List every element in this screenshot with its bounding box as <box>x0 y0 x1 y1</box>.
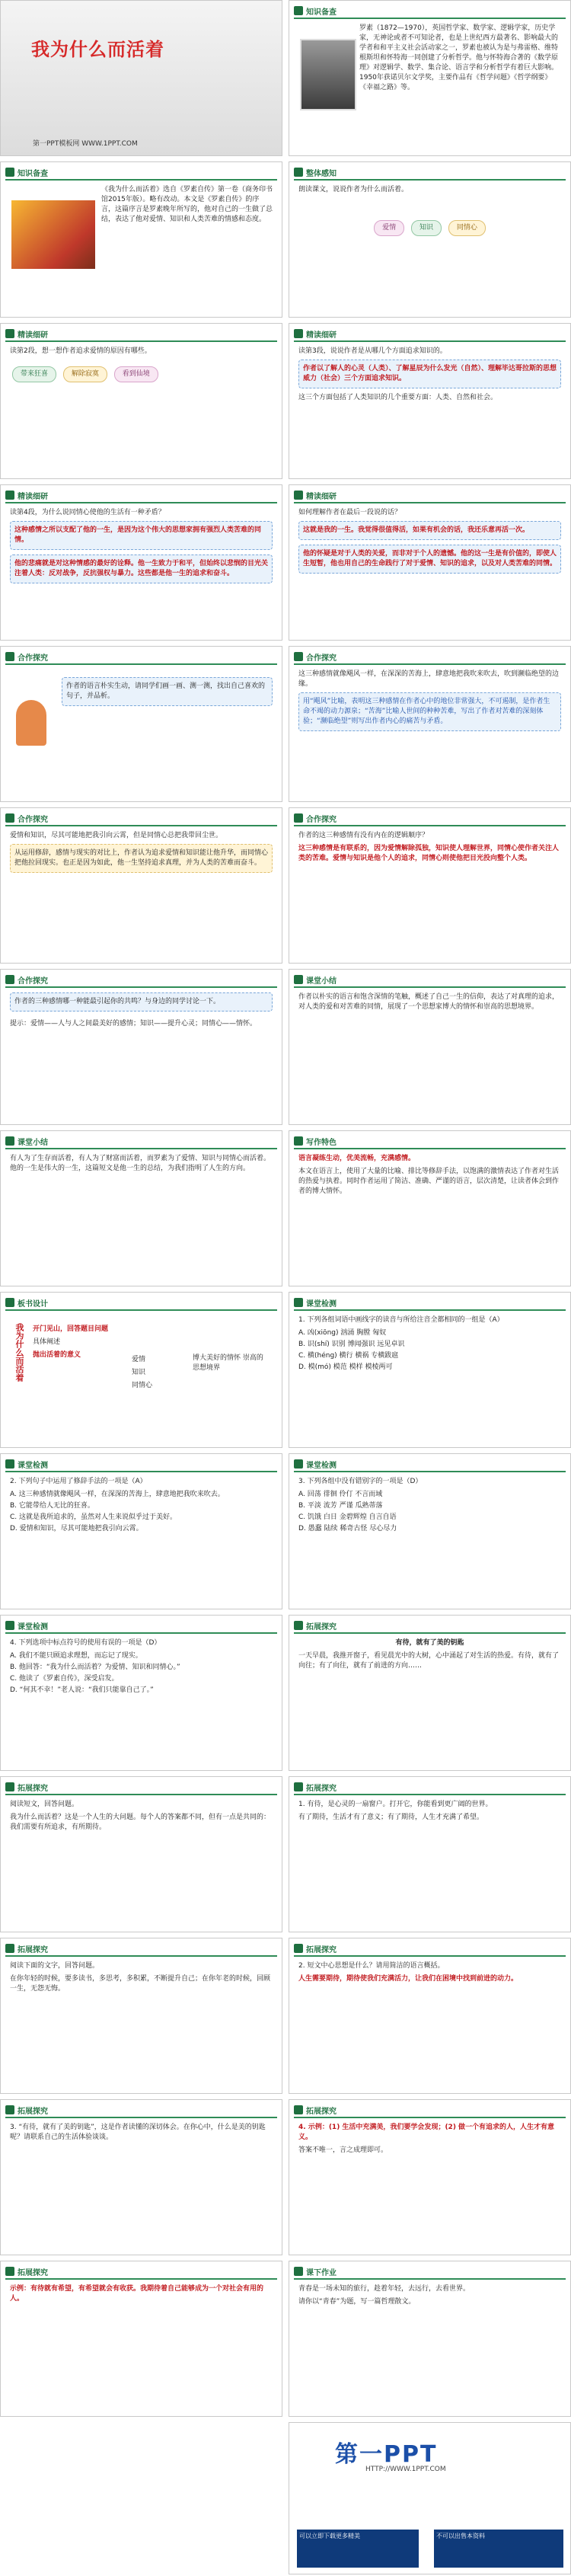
slide-27[interactable] <box>0 2099 282 2255</box>
slide-cover[interactable] <box>0 0 282 156</box>
slide-24[interactable] <box>289 1776 571 1932</box>
slide-header <box>294 328 566 342</box>
cover-title: 我为什么而活着 <box>31 39 164 60</box>
header-title: 知识备查 <box>18 170 48 178</box>
section-icon <box>294 1782 303 1791</box>
tag-3: 看到仙境 <box>114 366 158 382</box>
prompt-box: 作者的三种感情哪一种能最引起你的共鸣？与身边的同学讨论一下。 <box>10 992 273 1012</box>
section-icon <box>294 975 303 984</box>
section-icon <box>5 2267 14 2276</box>
section-icon <box>294 652 303 661</box>
footer-box-right: 不可以出售本资料 <box>434 2530 563 2568</box>
option-a[interactable]: A. 我们不能只顾追求理想，而忘记了现实。 <box>10 1652 142 1660</box>
section-icon <box>294 6 303 15</box>
slide-header <box>294 651 566 665</box>
tag-knowledge: 知识 <box>411 220 442 236</box>
cover-background <box>1 1 282 156</box>
tag-2: 解除寂寞 <box>63 366 107 382</box>
content-text: 如何理解作者在最后一段说的话？ <box>298 509 402 516</box>
slide-blank <box>0 2422 282 2574</box>
section-icon <box>294 168 303 177</box>
slide-content <box>10 508 273 634</box>
slide-6[interactable] <box>289 323 571 479</box>
passage-title: 有待，就有了美的钥匙 <box>395 1639 464 1647</box>
content-text: 读第3段，说说作者是从哪几个方面追求知识的。 <box>298 347 447 355</box>
slide-header <box>294 1782 566 1795</box>
header-title: 合作探究 <box>18 654 48 663</box>
option-d[interactable]: D. 愚蠢 陆续 稀奇古怪 尽心尽力 <box>298 1525 397 1533</box>
slide-3[interactable] <box>0 161 282 318</box>
slide-content <box>298 670 561 795</box>
content-text: 阅读下面的文字，回答问题。 <box>10 1962 100 1970</box>
slide-content <box>298 1154 561 1280</box>
footer-box-left: 可以立即下载更多精美 <box>297 2530 419 2568</box>
slide-header <box>5 1297 277 1311</box>
slide-4[interactable] <box>289 161 571 318</box>
answer-box: 这就是我的一生。我觉得很值得活，如果有机会的话，我还乐意再活一次。 <box>298 521 561 540</box>
question-text: 1. 下列各组词语中画线字的读音与所给注音全都相同的一组是（A） <box>298 1316 504 1324</box>
slide-header <box>5 1136 277 1149</box>
section-icon <box>5 329 14 338</box>
header-title: 拓展探究 <box>306 1946 337 1954</box>
slide-header <box>294 490 566 503</box>
footer-brand: 第一PPT <box>335 2441 438 2468</box>
section-icon <box>5 1298 14 1307</box>
slide-12[interactable] <box>289 807 571 964</box>
slide-11[interactable] <box>0 807 282 964</box>
slide-content <box>10 1961 273 2087</box>
slide-header <box>5 2266 277 2280</box>
section-icon <box>294 2267 303 2276</box>
slide-content <box>298 1477 561 1603</box>
header-title: 拓展探究 <box>18 1946 48 1954</box>
content-text: 语言凝练生动，优美流畅，充满感情。 <box>298 1155 416 1162</box>
answer-text: 4. 示例：(1) 生活中充满美，我们要学会发现；(2) 做一个有追求的人，人生才有意义。 <box>298 2124 555 2142</box>
option-d[interactable]: D. 爱情和知识，尽其可能地把我引向云霄。 <box>10 1525 143 1533</box>
slide-content <box>298 1800 561 1926</box>
tag-sympathy: 同情心 <box>448 220 486 236</box>
header-title: 课堂小结 <box>18 1139 48 1147</box>
slide-content <box>298 992 561 1118</box>
header-title: 精读细研 <box>306 331 337 340</box>
slide-header <box>294 1297 566 1311</box>
slide-content <box>298 508 561 634</box>
slide-21[interactable] <box>0 1615 282 1771</box>
slide-22[interactable] <box>289 1615 571 1771</box>
hint-text: 提示：爱情——人与人之间最美好的感情；知识——提升心灵；同情心——情怀。 <box>10 1020 257 1028</box>
option-c[interactable]: C. 饥饿 白日 金碧辉煌 自言自语 <box>298 1513 397 1522</box>
option-b[interactable]: B. 他回答：“我为什么而活着？为爱情、知识和同情心。” <box>10 1664 180 1672</box>
header-title: 课堂检测 <box>18 1462 48 1470</box>
header-title: 拓展探究 <box>306 1785 337 1793</box>
slide-header <box>294 2266 566 2280</box>
option-d[interactable]: D. “何其不幸！”老人说：“我们只能靠自己了。” <box>10 1686 154 1695</box>
board-title: 我为什么而活着 <box>14 1323 24 1382</box>
header-title: 合作探究 <box>306 816 337 824</box>
slide-17[interactable] <box>0 1292 282 1448</box>
content-text: 读第4段，为什么说同情心使他的生活有一种矛盾？ <box>10 509 165 516</box>
passage-text: 我为什么而活着？这是一个人生的大问题。每个人的答案都不同，但有一点是共同的：我们需要有所追求，有所期待。 <box>10 1814 271 1832</box>
option-c[interactable]: C. 这就是我所追求的，虽然对人生来说似乎过于美好。 <box>10 1513 177 1522</box>
slide-14[interactable] <box>289 969 571 1125</box>
content-text: 作者的这三种感情有没有内在的逻辑顺序？ <box>298 832 429 839</box>
content-text: 罗素（1872—1970），英国哲学家、数学家、逻辑学家，历史学家，无神论或者不可知论者，也是上世纪西方最著名、影响最大的学者和和平主义社会活动家之一，罗素也被认为是与弗雷格、维特根斯坦和怀特海一同创建了分析哲学。他与怀特海合著的《数学原理》对逻辑学、数学、集合论、语言学和分析哲学有着巨大影响。1950年获诺贝尔文学奖，主要作品有《哲学问题》《哲学纲要》《幸福之路》等。 <box>359 24 559 92</box>
slide-header <box>294 974 566 988</box>
slide-content <box>10 1477 273 1603</box>
answer-box-2: 他的悲痛就是对这种情感的最好的诠释。他一生致力于和平，但始终以悲悯的目光关注着人类：反对战争，反抗强权与暴力。这些都是他一生的追求和奋斗。 <box>10 555 273 583</box>
note-text: 本文在语言上，使用了大量的比喻、排比等修辞手法，以饱满的激情表达了作者对生活的热爱与执着。同时作者运用了简洁、准确、严谨的语言，层次清楚，让读者体会到作者的博大情怀。 <box>298 1168 560 1196</box>
slide-content <box>10 1154 273 1280</box>
option-b[interactable]: B. 识(shí) 识别 博闻强识 远见卓识 <box>298 1341 405 1349</box>
slide-content <box>298 2123 561 2248</box>
slide-header <box>5 1782 277 1795</box>
slide-15[interactable] <box>0 1130 282 1286</box>
passage-text: 在你年轻的时候，要多读书，多思考，多积累，不断提升自己；在你年老的时候，回顾一生，无怨无悔。 <box>10 1975 271 1993</box>
header-title: 拓展探究 <box>18 2269 48 2277</box>
passage-text: 有了期待，生活才有了意义；有了期待，人生才充满了希望。 <box>298 1814 484 1822</box>
header-title: 合作探究 <box>18 816 48 824</box>
slide-16[interactable] <box>289 1130 571 1286</box>
section-icon <box>5 168 14 177</box>
slide-29[interactable] <box>0 2261 282 2417</box>
header-title: 合作探究 <box>18 977 48 986</box>
board-left: 开门见山，回答题目问题 具体阐述 抛出活着的意义 <box>33 1325 109 1360</box>
content-text: 朗读课文，说说作者为什么而活着。 <box>298 186 409 193</box>
header-title: 课堂小结 <box>306 977 337 986</box>
slide-content <box>10 2284 273 2410</box>
slide-content <box>10 1638 273 1764</box>
prompt-box: 作者的语言朴实生动，请同学们画一画、测一测，找出自己喜欢的句子，并品析。 <box>62 677 273 706</box>
section-icon <box>294 2105 303 2114</box>
board-right: 博大美好的情怀 崇高的思想境界 <box>193 1354 263 1373</box>
section-icon <box>294 1459 303 1469</box>
slide-23[interactable] <box>0 1776 282 1932</box>
question-text: 2. 短文中心思想是什么？请用简洁的语言概括。 <box>298 1962 445 1970</box>
question-text: 4. 下列选项中标点符号的使用有误的一项是（D） <box>10 1639 161 1647</box>
slide-content <box>10 1800 273 1926</box>
slide-content <box>359 24 561 149</box>
slide-header <box>5 813 277 826</box>
slide-7[interactable] <box>0 484 282 641</box>
header-title: 拓展探究 <box>18 2108 48 2116</box>
slide-header <box>5 167 277 181</box>
content-text: 青春是一场未知的旅行，趁着年轻，去远行，去看世界。 <box>298 2285 471 2293</box>
slide-header <box>294 1459 566 1472</box>
section-icon <box>294 1298 303 1307</box>
answer-text: 示例：有待就有希望，有希望就会有收获。我期待着自己能够成为一个对社会有用的人。 <box>10 2285 264 2303</box>
slide-content <box>62 670 273 795</box>
header-title: 拓展探究 <box>306 1623 337 1632</box>
content-text: 爱情和知识，尽其可能地把我引向云霄，但是同情心总把我带回尘世。 <box>10 832 223 839</box>
answer-text: 这三种感情是有联系的，因为爱情解除孤独，知识使人理解世界，同情心使作者关注人类的苦难。爱情与知识是他个人的追求，同情心则使他把目光投向整个人类。 <box>298 845 560 863</box>
slide-28[interactable] <box>289 2099 571 2255</box>
question-text: 3. “有待，就有了美的钥匙”，这是作者读懂的深切体会。在你心中，什么是美的钥匙呢？请联系自己的生活体验谈谈。 <box>10 2124 266 2142</box>
slide-content <box>298 347 561 472</box>
slide-content <box>10 831 273 957</box>
option-a[interactable]: A. 凶(xiōng) 汹涌 胸膛 匈奴 <box>298 1329 387 1338</box>
header-title: 知识备查 <box>306 8 337 17</box>
option-b[interactable]: B. 平淡 流芳 严谨 瓜熟蒂落 <box>298 1502 383 1510</box>
slide-content <box>10 1315 273 1441</box>
slide-header <box>5 1620 277 1634</box>
header-title: 拓展探究 <box>306 2108 337 2116</box>
slide-footer[interactable] <box>289 2422 571 2574</box>
slide-content <box>10 992 273 1118</box>
slide-header <box>294 1943 566 1957</box>
slide-content <box>298 831 561 957</box>
note-box: 从运用修辞，感情与现实的对比上，作者认为追求爱情和知识能让他升华，而同情心把他拉回现实。也正是因为如此，他一生坚持追求真理，并为人类的苦难而奋斗。 <box>10 844 273 873</box>
slide-header <box>5 490 277 503</box>
answer-text: 这三个方面包括了人类知识的几个重要方面：人类、自然和社会。 <box>298 394 498 402</box>
slide-8[interactable] <box>289 484 571 641</box>
section-icon <box>5 652 14 661</box>
header-title: 精读细研 <box>306 493 337 501</box>
slide-header <box>5 651 277 665</box>
header-title: 写作特色 <box>306 1139 337 1147</box>
slide-26[interactable] <box>289 1938 571 2094</box>
board-middle: 爱情 知识 同情心 <box>132 1356 153 1390</box>
section-icon <box>5 1136 14 1146</box>
header-title: 板书设计 <box>18 1300 48 1309</box>
answer-text: 人生需要期待，期待使我们充满活力，让我们在困境中找到前进的动力。 <box>298 1975 518 1983</box>
content-text: 这三种感情就像飓风一样，在深深的苦海上，肆意地把我吹来吹去，吹到濒临绝望的边缘。 <box>298 670 560 689</box>
slide-header <box>294 1136 566 1149</box>
header-title: 课堂检测 <box>306 1300 337 1309</box>
content-text: 作者以朴实的语言和饱含深情的笔触，概述了自己一生的信仰，表达了对真理的追求，对人类的爱和对苦难的同情，展现了一个思想家博大的情怀和崇高的思想境界。 <box>298 993 560 1012</box>
slide-header <box>294 167 566 181</box>
content-text: 《我为什么而活着》选自《罗素自传》第一卷（商务印书馆2015年版）。略有改动。本文是《罗素自传》的序言，这篇序言是罗素晚年所写的，他对自己的一生做了总结，表达了他对爱情、知识和人类苦难的情感和态度。 <box>101 186 273 224</box>
slide-20[interactable] <box>289 1453 571 1609</box>
slide-content <box>101 185 273 311</box>
slide-18[interactable] <box>289 1292 571 1448</box>
answer-box: 作者以了解人的心灵（人类）、了解星辰为什么发光（自然）、理解毕达哥拉斯的思想威力（社会）三个方面追求知识。 <box>298 360 561 388</box>
content-text: 有人为了生存而活着，有人为了财富而活着，而罗素为了爱情、知识与同情心而活着。他的一生是伟大的一生，这篇短文是他一生的总结，为我们指明了人生的方向。 <box>10 1155 271 1173</box>
section-icon <box>5 813 14 823</box>
slide-header <box>5 2105 277 2118</box>
option-d[interactable]: D. 模(mó) 模范 模样 模棱两可 <box>298 1363 393 1372</box>
section-icon <box>5 491 14 500</box>
slide-content <box>298 2284 561 2410</box>
question-text: 2. 下列句子中运用了修辞手法的一项是（A） <box>10 1478 147 1485</box>
option-a[interactable]: A. 回荡 徘徊 伶仃 不言而域 <box>298 1491 383 1499</box>
tag-love: 爱情 <box>374 220 404 236</box>
slide-content <box>298 185 561 311</box>
section-icon <box>294 813 303 823</box>
slide-header <box>294 813 566 826</box>
section-icon <box>5 1944 14 1953</box>
slide-2[interactable] <box>289 0 571 156</box>
section-icon <box>294 1944 303 1953</box>
section-icon <box>294 1621 303 1630</box>
assignment-text: 请你以“青春”为题，写一篇哲理散文。 <box>298 2298 416 2306</box>
question-text: 3. 下列各组中没有错别字的一项是（D） <box>298 1478 423 1485</box>
slide-content <box>298 1961 561 2087</box>
header-title: 合作探究 <box>306 654 337 663</box>
slide-header <box>5 1459 277 1472</box>
answer-box: 这种感情之所以支配了他的一生，是因为这个伟大的思想家拥有强烈人类苦难的同情。 <box>10 521 273 550</box>
header-title: 整体感知 <box>306 170 337 178</box>
header-title: 拓展探究 <box>18 1785 48 1793</box>
slide-header <box>294 5 566 19</box>
header-title: 精读细研 <box>18 493 48 501</box>
footer-url[interactable]: HTTP://WWW.1PPT.COM <box>365 2466 446 2473</box>
slide-25[interactable] <box>0 1938 282 2094</box>
section-icon <box>294 329 303 338</box>
note-box: 用“飓风”比喻，表明这三种感情在作者心中的地位非常强大，不可遏制，是作者生命不竭的动力源泉；“苦海”比喻人世间的种种苦难，写出了作者对苦难的深刻体验；“濒临绝望”则写出作者内心的痛苦与矛盾。 <box>298 692 561 731</box>
section-icon <box>5 2105 14 2114</box>
slide-content <box>298 1315 561 1441</box>
student-figure <box>16 700 46 746</box>
slide-header <box>294 1620 566 1634</box>
slide-header <box>5 328 277 342</box>
content-text: 读第2段，想一想作者追求爱情的原因有哪些。 <box>10 347 152 355</box>
slide-content <box>298 1638 561 1764</box>
content-text: 1. 有待，是心灵的一扇窗户。打开它，你能看到更广阔的世界。 <box>298 1801 493 1808</box>
section-icon <box>5 1782 14 1791</box>
section-icon <box>5 975 14 984</box>
slide-header <box>5 974 277 988</box>
cover-subtitle: 第一PPT模板网 WWW.1PPT.COM <box>33 140 138 148</box>
slide-header <box>5 1943 277 1957</box>
option-b[interactable]: B. 它能带给人无比的狂喜。 <box>10 1502 94 1510</box>
section-icon <box>294 491 303 500</box>
slide-13[interactable] <box>0 969 282 1125</box>
answer-box-2: 他的怀疑是对于人类的关爱，而非对于个人的遗憾。他的这一生是有价值的，即使人生短暂，他也用自己的生命践行了对于爱情、知识的追求，以及对人类苦难的同情。 <box>298 545 561 574</box>
section-icon <box>5 1459 14 1469</box>
option-c[interactable]: C. 横(héng) 横行 横祸 专横跋扈 <box>298 1352 399 1360</box>
autumn-image <box>11 200 95 269</box>
option-a[interactable]: A. 这三种感情就像飓风一样，在深深的苦海上，肆意地把我吹来吹去。 <box>10 1491 225 1499</box>
note-text: 答案不唯一，言之成理即可。 <box>298 2146 388 2155</box>
header-title: 课下作业 <box>306 2269 337 2277</box>
slide-content <box>10 347 273 472</box>
tag-1: 带来狂喜 <box>12 366 56 382</box>
header-title: 课堂检测 <box>306 1462 337 1470</box>
header-title: 课堂检测 <box>18 1623 48 1632</box>
slide-content <box>10 2123 273 2248</box>
slide-19[interactable] <box>0 1453 282 1609</box>
slide-9[interactable] <box>0 646 282 802</box>
slide-header <box>294 2105 566 2118</box>
slide-10[interactable] <box>289 646 571 802</box>
section-icon <box>5 1621 14 1630</box>
header-title: 精读细研 <box>18 331 48 340</box>
slide-30[interactable] <box>289 2261 571 2417</box>
content-text: 阅读短文，回答问题。 <box>10 1801 79 1808</box>
section-icon <box>294 1136 303 1146</box>
passage-text: 一天早晨，我推开窗子，看见晨光中的大树，心中涌起了对生活的热爱。有待，就有了向往；有了向往，就有了前进的方向…… <box>298 1652 560 1670</box>
russell-photo <box>300 39 356 110</box>
option-c[interactable]: C. 他读了《罗素自传》，深受启发。 <box>10 1675 119 1683</box>
slide-5[interactable] <box>0 323 282 479</box>
